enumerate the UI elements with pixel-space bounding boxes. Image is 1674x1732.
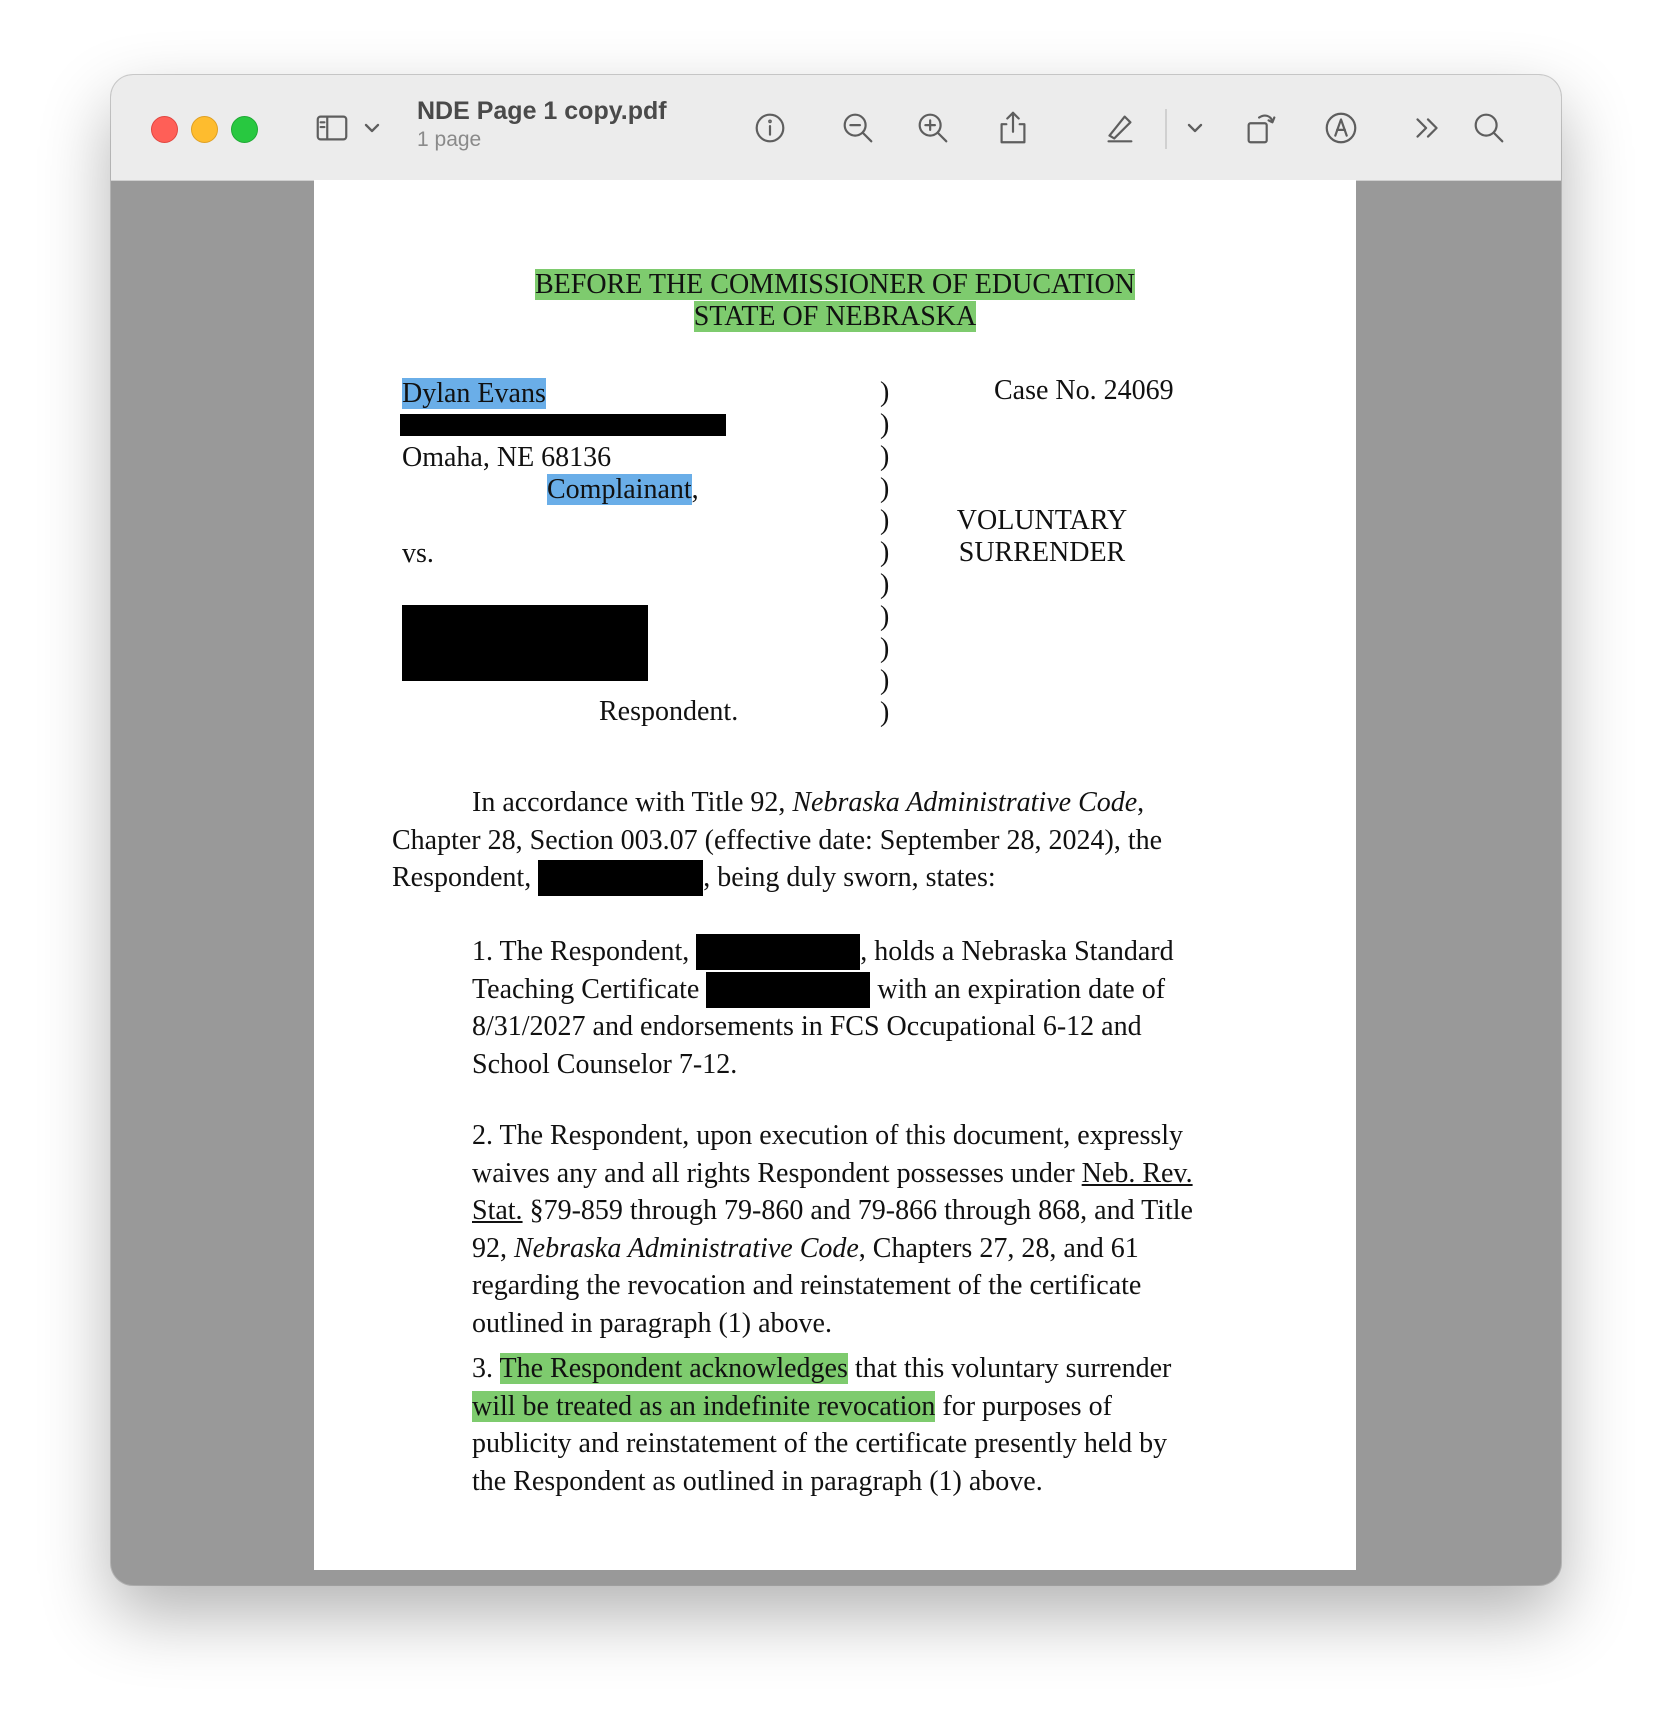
heading-state: STATE OF NEBRASKA xyxy=(693,301,977,332)
p3-line-4: the Respondent as outlined in paragraph (1) above. xyxy=(472,1465,1043,1497)
toolbar-separator xyxy=(1165,109,1167,149)
caption-paren: ) xyxy=(880,569,890,600)
intro-text: In accordance with Title 92, xyxy=(472,787,793,818)
close-button[interactable] xyxy=(151,116,178,143)
caption-paren: ) xyxy=(880,697,890,728)
intro-text: , being duly sworn, states: xyxy=(703,862,996,893)
heading-line-2 xyxy=(314,300,1356,334)
complainant-name: Dylan Evans xyxy=(402,378,546,409)
p3-highlight: The Respondent acknowledges xyxy=(499,1353,848,1384)
p2-line-5: regarding the revocation and reinstatement of the certificate xyxy=(472,1270,1142,1301)
p2-line-1: 2. The Respondent, upon execution of this document, expressly xyxy=(472,1120,1184,1151)
paragraph-1 xyxy=(472,933,1174,1083)
p2-line-4 xyxy=(472,1230,1193,1268)
redaction-inline xyxy=(696,934,860,970)
paragraph-2 xyxy=(472,1117,1193,1342)
chevron-down-icon[interactable] xyxy=(349,105,395,151)
p1-text: 1. The Respondent, xyxy=(472,936,697,967)
p3-line-1 xyxy=(472,1350,1171,1388)
heading-line-1 xyxy=(314,268,1356,302)
window-title-block xyxy=(417,97,667,152)
p1-text: Teaching Certificate xyxy=(472,973,707,1005)
share-icon[interactable] xyxy=(990,105,1036,151)
search-icon[interactable] xyxy=(1466,105,1512,151)
p2-code-italic: Nebraska Administrative Code xyxy=(514,1232,859,1264)
respondent-role: Respondent. xyxy=(599,696,739,727)
document-title-line-1: VOLUNTARY xyxy=(956,505,1128,536)
caption-paren: ) xyxy=(880,473,890,504)
p1-line-3: 8/31/2027 and endorsements in FCS Occupational 6-12 and xyxy=(472,1011,1142,1042)
p1-line-4: School Counselor 7-12. xyxy=(472,1048,738,1080)
toolbar xyxy=(111,75,1561,181)
paragraph-3 xyxy=(472,1350,1171,1500)
complainant-city: Omaha, NE 68136 xyxy=(402,442,612,473)
p1-text: , holds a Nebraska Standard xyxy=(860,936,1174,967)
p2-line-3 xyxy=(472,1192,1193,1230)
preview-window xyxy=(111,75,1561,1585)
zoom-in-icon[interactable] xyxy=(910,105,956,151)
intro-code-italic: Nebraska Administrative Code xyxy=(792,787,1138,818)
caption-paren: ) xyxy=(880,633,890,664)
p1-line-2 xyxy=(472,971,1174,1009)
page-count: 1 page xyxy=(417,128,482,151)
document-title: NDE Page 1 copy.pdf xyxy=(417,97,667,125)
complainant-role-line xyxy=(547,473,699,507)
p2-text: waives any and all rights Respondent possesses under xyxy=(472,1157,1082,1189)
intro-text: , xyxy=(1137,787,1145,818)
highlighter-icon[interactable] xyxy=(1096,105,1142,151)
p1-text: with an expiration date of xyxy=(870,973,1166,1005)
intro-line-2: Chapter 28, Section 003.07 (effective date: September 28, 2024), the xyxy=(392,824,1163,856)
complainant-name-line xyxy=(402,377,546,411)
p2-line-6: outlined in paragraph (1) above. xyxy=(472,1307,832,1339)
p1-line-1 xyxy=(472,933,1174,971)
p2-text: , Chapters 27, 28, and 61 xyxy=(858,1232,1139,1264)
case-number: Case No. 24069 xyxy=(994,375,1174,406)
p3-highlight: will be treated as an indefinite revocation xyxy=(472,1390,936,1422)
versus-label: vs. xyxy=(402,538,434,569)
caption-paren: ) xyxy=(880,601,890,632)
chevron-down-icon[interactable] xyxy=(1172,105,1218,151)
complainant-role: Complainant xyxy=(547,474,692,505)
p3-text: 3. xyxy=(472,1353,500,1384)
statute-reference: Neb. Rev. xyxy=(1081,1157,1193,1189)
intro-text: Respondent, xyxy=(392,862,539,893)
zoom-out-icon[interactable] xyxy=(835,105,881,151)
intro-paragraph xyxy=(392,784,1162,897)
caption-paren: ) xyxy=(880,665,890,696)
more-icon[interactable] xyxy=(1405,105,1451,151)
statute-reference: Stat. xyxy=(472,1195,523,1226)
p2-line-2 xyxy=(472,1155,1193,1193)
markup-icon[interactable] xyxy=(1318,105,1364,151)
p3-line-2 xyxy=(472,1388,1171,1426)
redaction-block xyxy=(402,605,648,681)
p2-text: 92, xyxy=(472,1232,514,1264)
info-icon[interactable] xyxy=(747,105,793,151)
redaction-inline xyxy=(538,860,703,896)
intro-line-3 xyxy=(392,859,1162,897)
redaction-bar xyxy=(400,414,726,436)
p3-text: for purposes of xyxy=(935,1390,1112,1422)
redaction-inline xyxy=(706,972,870,1008)
document-title-line-2: SURRENDER xyxy=(958,537,1126,568)
p2-text: §79-859 through 79-860 and 79-866 through 868, and Title xyxy=(522,1195,1193,1226)
complainant-comma: , xyxy=(691,474,699,505)
minimize-button[interactable] xyxy=(191,116,218,143)
caption-paren: ) xyxy=(880,505,890,536)
zoom-window-button[interactable] xyxy=(231,116,258,143)
pdf-page xyxy=(314,180,1356,1570)
rotate-icon[interactable] xyxy=(1238,105,1284,151)
caption-paren: ) xyxy=(880,409,890,440)
heading-commissioner: BEFORE THE COMMISSIONER OF EDUCATION xyxy=(535,269,1135,300)
intro-line-1 xyxy=(392,784,1162,822)
caption-paren: ) xyxy=(880,537,890,568)
caption-paren: ) xyxy=(880,441,890,472)
p3-text: that this voluntary surrender xyxy=(847,1353,1172,1384)
p3-line-3: publicity and reinstatement of the certificate presently held by xyxy=(472,1428,1168,1459)
caption-paren: ) xyxy=(880,377,890,408)
